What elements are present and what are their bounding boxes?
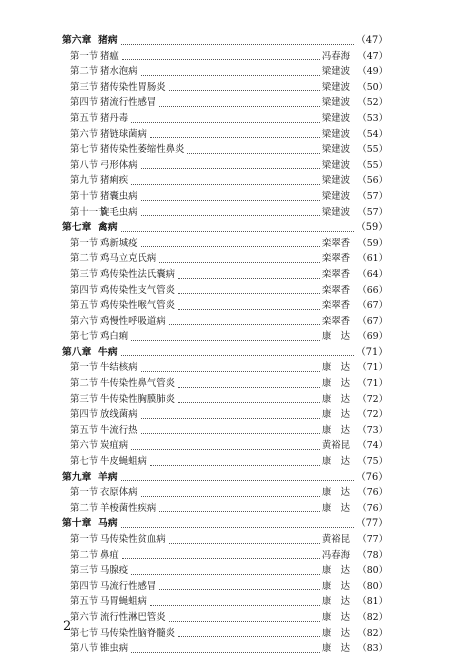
- section-title: 放线菌病: [100, 409, 138, 421]
- section-number: 第二节: [70, 66, 99, 78]
- leader-dots: [141, 407, 320, 423]
- toc-section-row: [62, 563, 388, 579]
- leader-dots: [121, 345, 354, 361]
- leader-dots: [159, 579, 320, 595]
- section-title: 羊梭菌性疾病: [100, 502, 157, 514]
- toc-section-row: [62, 251, 388, 267]
- author-name: 栾翠香: [321, 253, 350, 265]
- leader-dots: [131, 111, 320, 127]
- leader-dots: [131, 438, 320, 454]
- leader-dots: [122, 49, 320, 65]
- page-reference: （77）: [355, 518, 388, 530]
- author-name: 康 达: [321, 409, 350, 421]
- section-number: 第一节: [70, 362, 99, 374]
- leader-dots: [141, 485, 320, 501]
- chapter-number: 第六章: [62, 35, 92, 46]
- section-title: 牛皮蝇蛆病: [100, 456, 147, 468]
- toc-section-row: [62, 610, 388, 626]
- section-number: 第一节: [70, 534, 99, 545]
- leader-dots: [121, 220, 354, 236]
- leader-dots: [178, 298, 320, 314]
- page-reference: （82）: [357, 627, 388, 639]
- section-title: 锥虫病: [100, 643, 129, 655]
- page-reference: （80）: [357, 565, 388, 577]
- toc-section-row: [62, 236, 388, 252]
- section-title: 马流行性感冒: [100, 580, 157, 592]
- section-number: 第六节: [70, 440, 99, 452]
- toc-section-row: [62, 95, 388, 111]
- section-number: 第三节: [70, 565, 99, 577]
- section-number: 第二节: [70, 502, 99, 514]
- section-title: 弓形体病: [100, 159, 138, 171]
- page-reference: （75）: [357, 456, 388, 468]
- section-title: 鸡传染性喉气管炎: [100, 300, 176, 312]
- section-number: 第一节: [70, 50, 99, 62]
- page-reference: （50）: [357, 81, 388, 93]
- toc-section-row: [62, 626, 388, 642]
- section-title: 鸡传染性支气管炎: [100, 284, 176, 296]
- chapter-title: 猪病: [98, 35, 118, 46]
- toc-section-row: [62, 501, 388, 517]
- section-title: 马传染性贫血病: [100, 534, 166, 545]
- toc-chapter-row: [62, 470, 388, 486]
- author-name: 康 达: [321, 643, 350, 655]
- page-reference: （76）: [357, 487, 388, 499]
- chapter-title: 马病: [98, 518, 118, 530]
- section-title: 鸡马立克氏病: [100, 253, 157, 265]
- page-reference: （83）: [357, 643, 388, 655]
- section-number: 第七节: [70, 144, 99, 156]
- page-reference: （55）: [357, 144, 388, 156]
- section-title: 猪囊虫病: [100, 190, 138, 202]
- toc-section-row: [62, 407, 388, 423]
- toc-section-row: [62, 189, 388, 205]
- leader-dots: [169, 610, 320, 626]
- leader-dots: [121, 33, 354, 49]
- author-name: 康 达: [321, 580, 350, 592]
- leader-dots: [178, 283, 320, 299]
- page-reference: （78）: [357, 549, 388, 561]
- section-number: 第一节: [70, 237, 99, 249]
- page-reference: （56）: [357, 175, 388, 187]
- page-reference: （57）: [357, 190, 388, 202]
- chapter-title: 羊病: [98, 471, 118, 483]
- page-reference: （55）: [357, 159, 388, 171]
- author-name: 栾翠香: [321, 268, 350, 280]
- section-title: 牛传染性胸膜肺炎: [100, 393, 176, 405]
- author-name: 栾翠香: [321, 284, 350, 296]
- chapter-number: 第十章: [62, 518, 92, 530]
- section-number: 第五节: [70, 424, 99, 436]
- page-reference: （61）: [357, 253, 388, 265]
- toc-section-row: [62, 80, 388, 96]
- table-of-contents: [62, 33, 388, 657]
- toc-section-row: [62, 532, 388, 548]
- author-name: 康 达: [321, 502, 350, 514]
- section-number: 第七节: [70, 456, 99, 468]
- author-name: 康 达: [321, 611, 350, 623]
- leader-dots: [178, 392, 320, 408]
- chapter-title: 禽病: [98, 222, 118, 234]
- leader-dots: [169, 532, 320, 548]
- section-title: 炭疽病: [100, 440, 129, 452]
- toc-section-row: [62, 423, 388, 439]
- page-reference: （47）: [355, 35, 388, 46]
- section-title: 猪痢疾: [100, 175, 129, 187]
- leader-dots: [150, 127, 320, 143]
- page-reference: （49）: [357, 66, 388, 78]
- section-number: 第六节: [70, 128, 99, 140]
- section-number: 第八节: [70, 159, 99, 171]
- toc-section-row: [62, 298, 388, 314]
- page-reference: （54）: [357, 128, 388, 140]
- leader-dots: [159, 501, 320, 517]
- page-reference: （76）: [357, 502, 388, 514]
- section-number: 第三节: [70, 393, 99, 405]
- page-reference: （57）: [357, 206, 388, 218]
- author-name: 康 达: [321, 424, 350, 436]
- leader-dots: [159, 95, 320, 111]
- author-name: 黄裕昆: [321, 534, 350, 545]
- section-number: 第四节: [70, 284, 99, 296]
- author-name: 梁建波: [321, 97, 350, 109]
- section-number: 第四节: [70, 409, 99, 421]
- toc-chapter-row: [62, 345, 388, 361]
- author-name: 康 达: [321, 456, 350, 468]
- toc-chapter-row: [62, 516, 388, 532]
- toc-section-row: [62, 641, 388, 657]
- section-title: 旋毛虫病: [100, 206, 138, 218]
- toc-section-row: [62, 376, 388, 392]
- toc-section-row: [62, 438, 388, 454]
- section-title: 鸡传染性法氏囊病: [100, 268, 176, 280]
- section-number: 第三节: [70, 81, 99, 93]
- section-number: 第二节: [70, 253, 99, 265]
- author-name: 栾翠香: [321, 315, 350, 327]
- page-reference: （59）: [357, 237, 388, 249]
- page-reference: （53）: [357, 112, 388, 124]
- section-number: 第八节: [70, 643, 99, 655]
- section-number: 第十节: [70, 190, 99, 202]
- section-number: 第五节: [70, 112, 99, 124]
- page-reference: （47）: [357, 50, 388, 62]
- section-title: 猪传染性萎缩性鼻炎: [100, 144, 185, 156]
- page-reference: （76）: [355, 471, 388, 483]
- page-reference: （66）: [357, 284, 388, 296]
- leader-dots: [131, 329, 320, 345]
- section-title: 鸡白痢: [100, 331, 129, 343]
- toc-section-row: [62, 283, 388, 299]
- page-reference: （71）: [355, 346, 388, 358]
- page-reference: （71）: [357, 362, 388, 374]
- leader-dots: [131, 173, 320, 189]
- author-name: 梁建波: [321, 175, 350, 187]
- toc-section-row: [62, 127, 388, 143]
- leader-dots: [121, 516, 354, 532]
- page-reference: （74）: [357, 440, 388, 452]
- author-name: 梁建波: [321, 144, 350, 156]
- page-reference: （77）: [357, 534, 388, 545]
- section-number: 第九节: [70, 175, 99, 187]
- author-name: 栾翠香: [321, 237, 350, 249]
- section-number: 第六节: [70, 611, 99, 623]
- leader-dots: [131, 563, 320, 579]
- leader-dots: [141, 360, 320, 376]
- page-reference: （67）: [357, 315, 388, 327]
- section-number: 第二节: [70, 378, 99, 390]
- author-name: 康 达: [321, 378, 350, 390]
- section-title: 猪水泡病: [100, 66, 138, 78]
- author-name: 梁建波: [321, 112, 350, 124]
- page-reference: （72）: [357, 393, 388, 405]
- author-name: 康 达: [321, 565, 350, 577]
- section-number: 第四节: [70, 97, 99, 109]
- toc-section-row: [62, 392, 388, 408]
- section-title: 牛流行热: [100, 424, 138, 436]
- page-reference: （81）: [357, 596, 388, 608]
- toc-section-row: [62, 594, 388, 610]
- leader-dots: [178, 376, 320, 392]
- author-name: 康 达: [321, 627, 350, 639]
- toc-section-row: [62, 142, 388, 158]
- page-reference: （67）: [357, 300, 388, 312]
- leader-dots: [141, 205, 320, 221]
- page-reference: （72）: [357, 409, 388, 421]
- page-reference: （69）: [357, 331, 388, 343]
- author-name: 康 达: [321, 362, 350, 374]
- section-title: 鸡慢性呼吸道病: [100, 315, 166, 327]
- leader-dots: [169, 80, 320, 96]
- toc-chapter-row: [62, 33, 388, 49]
- leader-dots: [141, 423, 320, 439]
- section-number: 第五节: [70, 300, 99, 312]
- toc-section-row: [62, 64, 388, 80]
- chapter-number: 第七章: [62, 222, 92, 234]
- section-title: 猪丹毒: [100, 112, 129, 124]
- leader-dots: [141, 236, 320, 252]
- leader-dots: [141, 158, 320, 174]
- section-title: 衣原体病: [100, 487, 138, 499]
- leader-dots: [150, 594, 320, 610]
- section-title: 马腺疫: [100, 565, 129, 577]
- page-reference: （59）: [355, 222, 388, 234]
- section-number: 第四节: [70, 580, 99, 592]
- section-title: 鸡新城疫: [100, 237, 138, 249]
- chapter-number: 第八章: [62, 346, 92, 358]
- leader-dots: [121, 470, 354, 486]
- leader-dots: [141, 64, 320, 80]
- author-name: 冯春海: [321, 50, 350, 62]
- section-title: 牛传染性鼻气管炎: [100, 378, 176, 390]
- author-name: 康 达: [321, 596, 350, 608]
- section-title: 鼻疽: [100, 549, 119, 561]
- section-title: 流行性淋巴管炎: [100, 611, 166, 623]
- section-title: 猪瘟: [100, 50, 119, 62]
- page-reference: （52）: [357, 97, 388, 109]
- toc-section-row: [62, 158, 388, 174]
- toc-chapter-row: [62, 220, 388, 236]
- section-title: 猪链球菌病: [100, 128, 147, 140]
- chapter-title: 牛病: [98, 346, 118, 358]
- toc-section-row: [62, 205, 388, 221]
- leader-dots: [122, 548, 320, 564]
- section-number: 第七节: [70, 627, 99, 639]
- section-title: 猪流行性感冒: [100, 97, 157, 109]
- leader-dots: [131, 641, 320, 657]
- page-reference: （82）: [357, 611, 388, 623]
- section-number: 第六节: [70, 315, 99, 327]
- toc-section-row: [62, 173, 388, 189]
- section-title: 马胃蝇蛆病: [100, 596, 147, 608]
- author-name: 黄裕昆: [321, 440, 350, 452]
- author-name: 梁建波: [321, 190, 350, 202]
- leader-dots: [141, 189, 320, 205]
- author-name: 康 达: [321, 393, 350, 405]
- page-number: 2: [63, 619, 72, 634]
- toc-section-row: [62, 329, 388, 345]
- section-number: 第二节: [70, 549, 99, 561]
- page-reference: （71）: [357, 378, 388, 390]
- toc-section-row: [62, 548, 388, 564]
- toc-section-row: [62, 111, 388, 127]
- toc-section-row: [62, 454, 388, 470]
- section-number: 第十一节: [70, 206, 108, 218]
- author-name: 梁建波: [321, 128, 350, 140]
- toc-section-row: [62, 267, 388, 283]
- section-title: 马传染性脑脊髓炎: [100, 627, 176, 639]
- author-name: 栾翠香: [321, 300, 350, 312]
- toc-section-row: [62, 360, 388, 376]
- section-title: 牛结核病: [100, 362, 138, 374]
- section-number: 第一节: [70, 487, 99, 499]
- author-name: 梁建波: [321, 81, 350, 93]
- leader-dots: [178, 626, 320, 642]
- author-name: 梁建波: [321, 159, 350, 171]
- toc-section-row: [62, 314, 388, 330]
- leader-dots: [187, 142, 320, 158]
- leader-dots: [169, 314, 320, 330]
- chapter-number: 第九章: [62, 471, 92, 483]
- leader-dots: [159, 251, 320, 267]
- author-name: 康 达: [321, 487, 350, 499]
- leader-dots: [178, 267, 320, 283]
- author-name: 冯春海: [321, 549, 350, 561]
- section-title: 猪传染性胃肠炎: [100, 81, 166, 93]
- leader-dots: [150, 454, 320, 470]
- page-reference: （80）: [357, 580, 388, 592]
- section-number: 第七节: [70, 331, 99, 343]
- page-reference: （73）: [357, 424, 388, 436]
- author-name: 梁建波: [321, 66, 350, 78]
- toc-section-row: [62, 579, 388, 595]
- section-number: 第三节: [70, 268, 99, 280]
- author-name: 梁建波: [321, 206, 350, 218]
- page-reference: （64）: [357, 268, 388, 280]
- toc-section-row: [62, 485, 388, 501]
- author-name: 康 达: [321, 331, 350, 343]
- toc-section-row: [62, 49, 388, 65]
- section-number: 第五节: [70, 596, 99, 608]
